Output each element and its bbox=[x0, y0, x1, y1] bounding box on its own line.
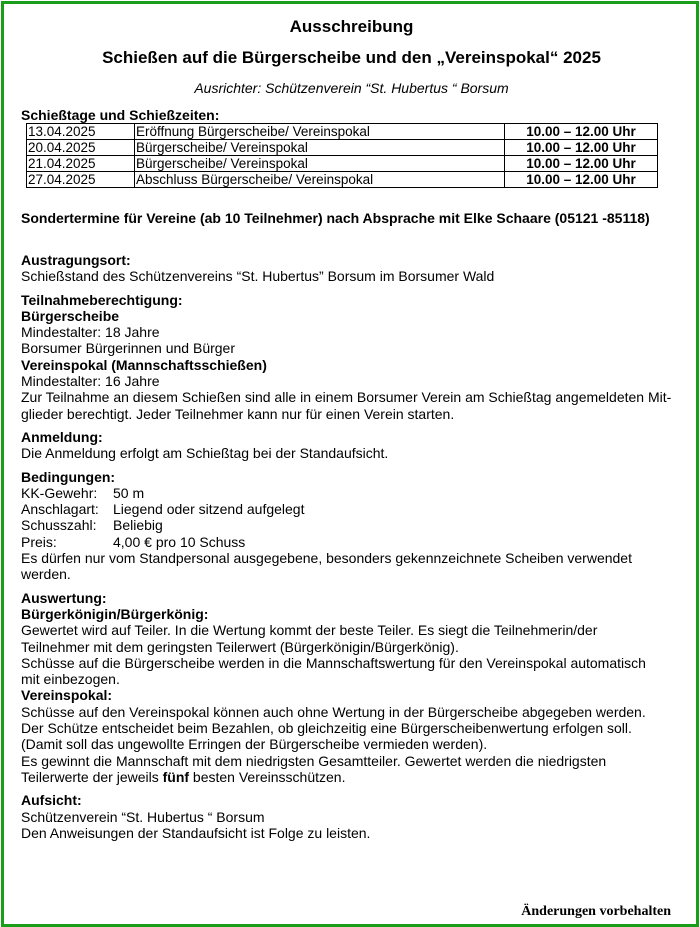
eligibility-text: Borsumer Bürgerinnen und Bürger bbox=[21, 340, 236, 357]
condition-value: Beliebig bbox=[113, 517, 163, 534]
evaluation-text: Schüsse auf die Bürgerscheibe werden in die Mannschaftswertung für den Vereinspokal automatisch bbox=[21, 654, 646, 671]
venue-section bbox=[21, 252, 681, 285]
supervision-section bbox=[21, 792, 681, 841]
schedule-time: 10.00 – 12.00 Uhr bbox=[505, 156, 658, 172]
schedule-date: 27.04.2025 bbox=[27, 172, 135, 188]
table-row bbox=[27, 172, 658, 188]
evaluation-heading: Auswertung: bbox=[21, 589, 107, 606]
evaluation-text: (Damit soll das ungewollte Erringen der Bürgerscheibe vermieden werden). bbox=[21, 736, 488, 753]
conditions-note: Es dürfen nur vom Standpersonal ausgegebene, besonders gekennzeichnete Scheiben verwendet bbox=[21, 550, 632, 567]
schedule-event: Bürgerscheibe/ Vereinspokal bbox=[135, 140, 505, 156]
eligibility-text: Mindestalter: 16 Jahre bbox=[21, 373, 160, 390]
evaluation-section bbox=[21, 590, 681, 786]
eligibility-sub-buergerscheibe: Bürgerscheibe bbox=[21, 307, 120, 324]
condition-value: Liegend oder sitzend aufgelegt bbox=[113, 501, 305, 518]
table-row bbox=[27, 156, 658, 172]
table-row bbox=[27, 140, 658, 156]
footer-note: Änderungen vorbehalten bbox=[521, 904, 671, 919]
registration-heading: Anmeldung: bbox=[21, 428, 103, 445]
evaluation-text: Schüsse auf den Vereinspokal können auch ohne Wertung in der Bürgerscheibe abgegeben werden. bbox=[21, 703, 646, 720]
evaluation-text: mit einbezogen. bbox=[21, 671, 120, 688]
evaluation-text-part: Teilerwerte der jeweils bbox=[21, 768, 163, 785]
schedule-time: 10.00 – 12.00 Uhr bbox=[505, 172, 658, 188]
condition-value: 4,00 € pro 10 Schuss bbox=[113, 533, 246, 550]
schedule-event: Eröffnung Bürgerscheibe/ Vereinspokal bbox=[135, 124, 505, 140]
schedule-time: 10.00 – 12.00 Uhr bbox=[505, 124, 658, 140]
evaluation-sub-vereinspokal: Vereinspokal: bbox=[21, 687, 113, 704]
registration-text: Die Anmeldung erfolgt am Schießtag bei der Standaufsicht. bbox=[21, 445, 389, 462]
registration-section bbox=[21, 429, 681, 462]
conditions-section bbox=[21, 469, 681, 583]
conditions-note: werden. bbox=[21, 566, 71, 583]
schedule-date: 20.04.2025 bbox=[27, 140, 135, 156]
conditions-heading: Bedingungen: bbox=[21, 468, 116, 485]
condition-key: Anschlagart: bbox=[21, 501, 99, 518]
condition-row bbox=[21, 517, 681, 533]
organizer-line: Ausrichter: Schützenverein “St. Hubertus “ Borsum bbox=[194, 80, 509, 96]
evaluation-emphasis: fünf bbox=[162, 768, 190, 785]
venue-heading: Austragungsort: bbox=[21, 252, 131, 268]
schedule-event: Bürgerscheibe/ Vereinspokal bbox=[135, 156, 505, 172]
special-dates-note: Sondertermine für Vereine (ab 10 Teilnehmer) nach Absprache mit Elke Schaare (05121 -85118) bbox=[21, 210, 650, 226]
document-title: Ausschreibung bbox=[289, 17, 414, 36]
eligibility-sub-vereinspokal: Vereinspokal (Mannschaftsschießen) bbox=[21, 356, 267, 373]
details-body bbox=[21, 252, 681, 848]
evaluation-text: Es gewinnt die Mannschaft mit dem niedrigsten Gesamtteiler. Gewertet werden die niedrigsten bbox=[21, 752, 607, 769]
condition-row bbox=[21, 501, 681, 517]
condition-key: Preis: bbox=[21, 533, 57, 550]
eligibility-section bbox=[21, 292, 681, 422]
eligibility-text: Zur Teilnahme an diesem Schießen sind alle in einem Borsumer Verein am Schießtag angemeldeten Mit- bbox=[21, 389, 672, 406]
evaluation-text: Teilnehmer mit dem geringsten Teilerwert (Bürgerkönigin/Bürgerkönig). bbox=[21, 638, 459, 655]
condition-row bbox=[21, 485, 681, 501]
evaluation-text bbox=[21, 769, 681, 785]
supervision-text: Den Anweisungen der Standaufsicht ist Folge zu leisten. bbox=[21, 824, 371, 841]
supervision-heading: Aufsicht: bbox=[21, 792, 82, 809]
schedule-event: Abschluss Bürgerscheibe/ Vereinspokal bbox=[135, 172, 505, 188]
venue-text: Schießstand des Schützenvereins “St. Hubertus” Borsum im Borsumer Wald bbox=[21, 268, 495, 285]
evaluation-sub-koenig: Bürgerkönigin/Bürgerkönig: bbox=[21, 605, 209, 622]
document-subtitle: Schießen auf die Bürgerscheibe und den „Vereinspokal“ 2025 bbox=[102, 48, 601, 67]
schedule-date: 13.04.2025 bbox=[27, 124, 135, 140]
schedule-date: 21.04.2025 bbox=[27, 156, 135, 172]
eligibility-heading: Teilnahmeberechtigung: bbox=[21, 291, 183, 308]
condition-key: KK-Gewehr: bbox=[21, 484, 98, 501]
evaluation-text-part: besten Vereinsschützen. bbox=[189, 768, 346, 785]
table-row bbox=[27, 124, 658, 140]
supervision-text: Schützenverein “St. Hubertus “ Borsum bbox=[21, 808, 265, 825]
condition-key: Schusszahl: bbox=[21, 517, 97, 534]
evaluation-text: Gewertet wird auf Teiler. In die Wertung kommt der beste Teiler. Es siegt die Teilnehmerin/der bbox=[21, 622, 598, 639]
schedule-heading: Schießtage und Schießzeiten: bbox=[21, 107, 220, 123]
evaluation-text: Der Schütze entscheidet beim Bezahlen, ob gleichzeitig eine Bürgerscheibenwertung erfolgen soll. bbox=[21, 720, 632, 737]
condition-value: 50 m bbox=[113, 484, 145, 501]
schedule-time: 10.00 – 12.00 Uhr bbox=[505, 140, 658, 156]
page-border bbox=[1, 1, 699, 927]
schedule-table bbox=[26, 123, 658, 188]
eligibility-text: glieder berechtigt. Jeder Teilnehmer kann nur für einen Verein starten. bbox=[21, 405, 455, 422]
condition-row bbox=[21, 534, 681, 550]
eligibility-text: Mindestalter: 18 Jahre bbox=[21, 324, 160, 341]
